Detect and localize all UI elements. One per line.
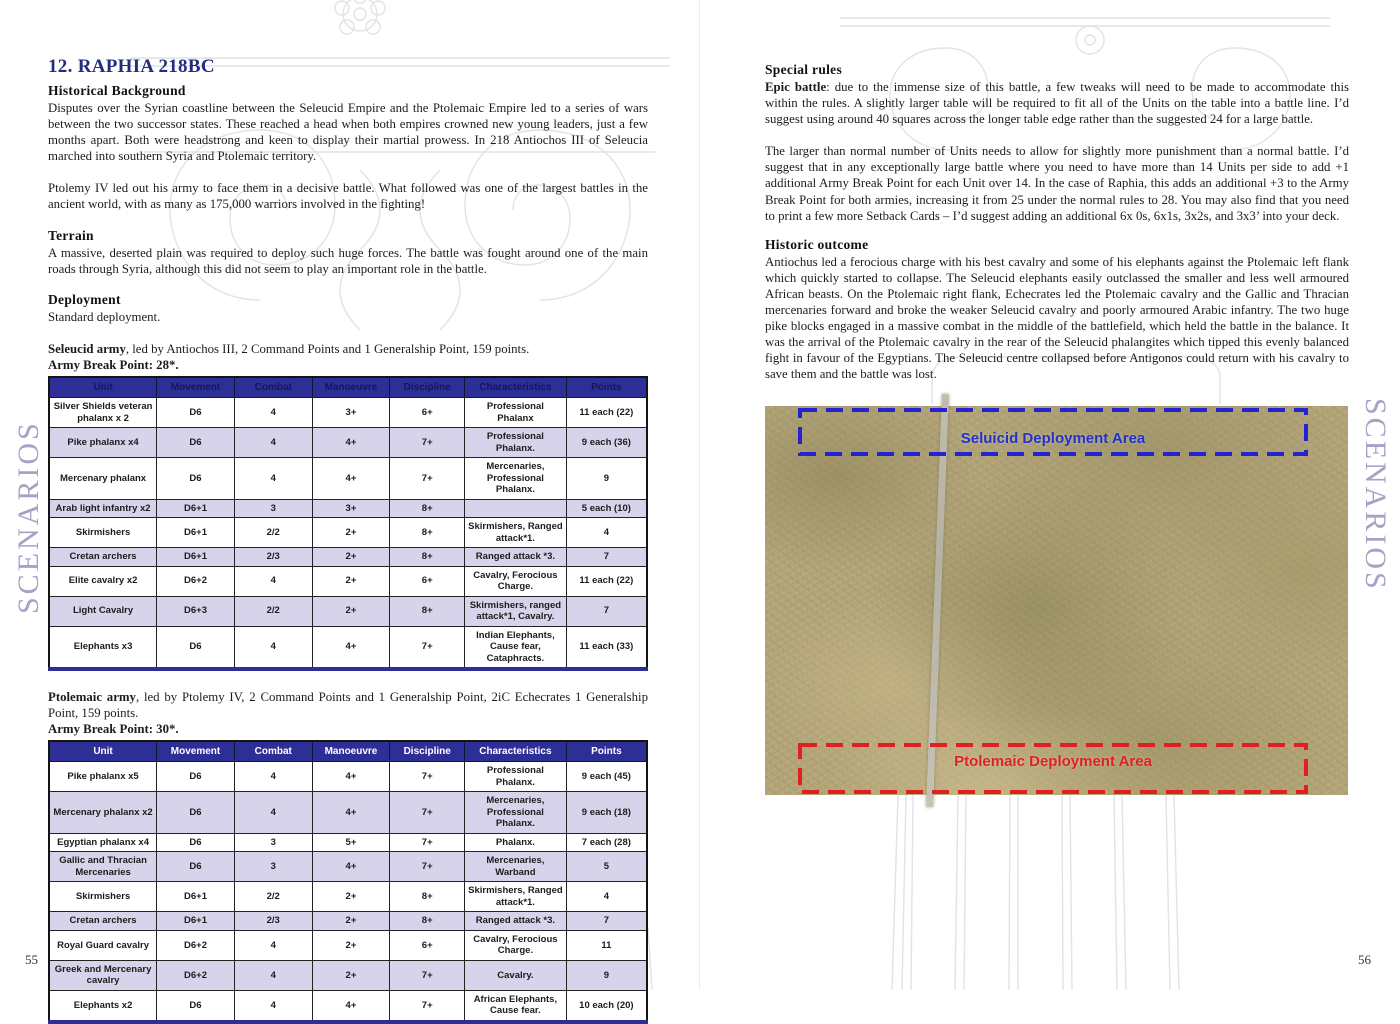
- table-row: [49, 852, 647, 882]
- terrain-paragraph: A massive, deserted plain was required to deploy such huge forces. The battle was fought around one of the main roads through Syria, although this did not seem to play an important role in the battle.: [48, 245, 648, 276]
- page-number-left: 55: [25, 952, 38, 967]
- table-cell: D6: [157, 458, 235, 500]
- table-cell: 4: [234, 930, 312, 960]
- table-column-header: Characteristics: [465, 377, 567, 398]
- table-cell: 2+: [312, 930, 390, 960]
- table-cell: D6: [157, 852, 235, 882]
- table-cell: D6+1: [157, 548, 235, 567]
- table-cell: 4+: [312, 428, 390, 458]
- table-cell: Skirmishers: [49, 518, 157, 548]
- table-cell: Egyptian phalanx x4: [49, 833, 157, 852]
- table-cell: 7: [566, 912, 647, 931]
- seleucid-army-name: Seleucid army: [48, 341, 126, 356]
- table-cell: 7 each (28): [566, 833, 647, 852]
- table-cell: D6+2: [157, 960, 235, 990]
- ptolemaic-army-intro: [48, 689, 648, 721]
- table-cell: 7: [566, 548, 647, 567]
- table-row: [49, 626, 647, 669]
- table-cell: D6: [157, 762, 235, 792]
- table-column-header: Points: [566, 741, 647, 762]
- table-cell: 5: [566, 852, 647, 882]
- table-cell: Mercenaries, Warband: [465, 852, 567, 882]
- epic-battle-text: : due to the immense size of this battle, a few tweaks will need to be made to accommodate this within the rules. A slightly larger table will be required to fit all of the Units on the table into a battle line. I’d suggest using around 40 squares across the longer table edge rather than the suggested 24 for a large battle.: [765, 80, 1349, 127]
- ptolemaic-table-header: [49, 741, 647, 762]
- table-column-header: Movement: [157, 741, 235, 762]
- table-row: [49, 882, 647, 912]
- deployment-zones-overlay: [765, 406, 1348, 795]
- table-cell: 2+: [312, 960, 390, 990]
- table-cell: Ranged attack *3.: [465, 912, 567, 931]
- table-cell: 7+: [390, 762, 465, 792]
- seleucid-table-header: [49, 377, 647, 398]
- table-cell: D6+1: [157, 499, 235, 518]
- table-row: [49, 833, 647, 852]
- table-cell: 4+: [312, 852, 390, 882]
- seleucid-army-break-point: Army Break Point: 28*.: [48, 357, 179, 372]
- table-cell: D6: [157, 833, 235, 852]
- table-cell: D6: [157, 398, 235, 428]
- table-cell: 2+: [312, 566, 390, 596]
- table-cell: Skirmishers, Ranged attack*1.: [465, 518, 567, 548]
- table-column-header: Characteristics: [465, 741, 567, 762]
- table-cell: 7+: [390, 852, 465, 882]
- seleucid-army-intro: [48, 341, 648, 357]
- table-cell: 4+: [312, 626, 390, 669]
- table-cell: 4: [234, 960, 312, 990]
- ptolemaic-unit-table: [48, 740, 648, 1024]
- table-cell: 3+: [312, 398, 390, 428]
- deployment-paragraph: Standard deployment.: [48, 309, 161, 324]
- table-cell: 2/3: [234, 548, 312, 567]
- table-column-header: Movement: [157, 377, 235, 398]
- page-number-right: 56: [1358, 952, 1371, 967]
- table-cell: Skirmishers: [49, 882, 157, 912]
- table-row: [49, 990, 647, 1022]
- table-cell: 4+: [312, 990, 390, 1022]
- table-cell: D6: [157, 626, 235, 669]
- table-column-header: Points: [566, 377, 647, 398]
- table-cell: D6+1: [157, 518, 235, 548]
- table-row: [49, 960, 647, 990]
- historic-outcome-paragraph: Antiochus led a ferocious charge with his best cavalry and some of his elephants against the Ptolemaic left flank which quickly started to collapse. The Seleucid elephants easily outclassed the smaller and less well armoured African beasts. On the Ptolemaic right flank, Echecrates led the Ptolemaic cavalry and the Gallic and Thracian mercenaries forward and broke the weaker Seleucid cavalry and poorly armoured Arabic infantry. The two huge pike blocks engaged in a massive combat in the middle of the battlefield, which held the battle in the balance. It was the arrival of the Ptolemaic cavalry in the rear of the Seleucid phalangites which tipped this evenly balanced fight in favour of the Egyptians. The Seleucid centre collapsed before Antigonos could return with his cavalry to save them and the battle was lost.: [765, 254, 1349, 382]
- table-cell: Pike phalanx x5: [49, 762, 157, 792]
- table-cell: D6: [157, 990, 235, 1022]
- table-cell: 4: [566, 518, 647, 548]
- table-cell: Cretan archers: [49, 548, 157, 567]
- table-cell: 8+: [390, 912, 465, 931]
- heading-deployment: Deployment: [48, 291, 121, 307]
- table-cell: D6: [157, 428, 235, 458]
- table-cell: 9: [566, 458, 647, 500]
- table-row: [49, 548, 647, 567]
- seleucid-army-details: , led by Antiochos III, 2 Command Points and 1 Generalship Point, 159 points.: [125, 341, 530, 356]
- table-cell: 4: [234, 428, 312, 458]
- table-cell: Skirmishers, ranged attack*1, Cavalry.: [465, 596, 567, 626]
- table-cell: 9 each (18): [566, 792, 647, 834]
- heading-historical-background: Historical Background: [48, 83, 186, 98]
- table-cell: Elephants x3: [49, 626, 157, 669]
- table-cell: 8+: [390, 882, 465, 912]
- seleucid-unit-table: [48, 376, 648, 671]
- table-cell: 4: [566, 882, 647, 912]
- table-cell: 4: [234, 626, 312, 669]
- table-cell: 3: [234, 852, 312, 882]
- table-cell: 2/3: [234, 912, 312, 931]
- table-cell: 4: [234, 398, 312, 428]
- table-cell: Indian Elephants, Cause fear, Cataphracts.: [465, 626, 567, 669]
- scenarios-sidebar-right: SCENARIOS: [1359, 398, 1392, 592]
- table-cell: Elephants x2: [49, 990, 157, 1022]
- table-cell: 8+: [390, 548, 465, 567]
- table-cell: Silver Shields veteran phalanx x 2: [49, 398, 157, 428]
- table-cell: Phalanx.: [465, 833, 567, 852]
- table-cell: Light Cavalry: [49, 596, 157, 626]
- table-cell: 8+: [390, 596, 465, 626]
- table-column-header: Manoeuvre: [312, 377, 390, 398]
- table-column-header: Combat: [234, 377, 312, 398]
- table-cell: 2+: [312, 548, 390, 567]
- table-row: [49, 398, 647, 428]
- epic-battle-paragraph: [765, 79, 1349, 127]
- historical-background-paragraph-1: Disputes over the Syrian coastline between the Seleucid Empire and the Ptolemaic Empire led to a series of wars between the two successor states. These reached a head when both empires crowned new young leaders, just a few months apart. Both were headstrong and keen to display their martial prowess. In 218 Antiochos III of Seleucia marched into southern Syria and Ptolemaic territory.: [48, 101, 648, 164]
- table-cell: 2/2: [234, 518, 312, 548]
- table-cell: D6+1: [157, 912, 235, 931]
- table-row: [49, 596, 647, 626]
- table-cell: 7+: [390, 428, 465, 458]
- table-cell: 6+: [390, 930, 465, 960]
- table-cell: Cavalry.: [465, 960, 567, 990]
- table-cell: Greek and Mercenary cavalry: [49, 960, 157, 990]
- table-cell: Mercenary phalanx x2: [49, 792, 157, 834]
- table-cell: Mercenary phalanx: [49, 458, 157, 500]
- table-row: [49, 518, 647, 548]
- table-column-header: Manoeuvre: [312, 741, 390, 762]
- table-cell: D6: [157, 792, 235, 834]
- table-cell: 2+: [312, 518, 390, 548]
- table-cell: D6+1: [157, 882, 235, 912]
- table-cell: 6+: [390, 398, 465, 428]
- table-cell: 4: [234, 792, 312, 834]
- table-column-header: Discipline: [390, 377, 465, 398]
- table-cell: 4: [234, 762, 312, 792]
- table-cell: [465, 499, 567, 518]
- ptolemaic-army-name: Ptolemaic army: [48, 690, 136, 705]
- table-cell: D6+2: [157, 566, 235, 596]
- table-cell: 8+: [390, 518, 465, 548]
- table-row: [49, 499, 647, 518]
- table-cell: 11 each (22): [566, 398, 647, 428]
- table-cell: Pike phalanx x4: [49, 428, 157, 458]
- table-cell: 11 each (22): [566, 566, 647, 596]
- table-cell: 9 each (36): [566, 428, 647, 458]
- table-column-header: Discipline: [390, 741, 465, 762]
- heading-historic-outcome: Historic outcome: [765, 236, 869, 252]
- table-cell: 4+: [312, 762, 390, 792]
- table-cell: Gallic and Thracian Mercenaries: [49, 852, 157, 882]
- table-cell: 2/2: [234, 596, 312, 626]
- table-cell: 7+: [390, 990, 465, 1022]
- heading-special-rules: Special rules: [765, 62, 843, 77]
- right-page-column: [765, 62, 1349, 383]
- table-row: [49, 428, 647, 458]
- table-cell: 3: [234, 499, 312, 518]
- table-row: [49, 566, 647, 596]
- table-row: [49, 912, 647, 931]
- table-cell: 5+: [312, 833, 390, 852]
- scenarios-sidebar-left: SCENARIOS: [12, 420, 45, 614]
- table-cell: 2+: [312, 912, 390, 931]
- table-cell: 7+: [390, 960, 465, 990]
- table-cell: 5 each (10): [566, 499, 647, 518]
- table-cell: 9 each (45): [566, 762, 647, 792]
- table-cell: 7+: [390, 458, 465, 500]
- table-cell: 11: [566, 930, 647, 960]
- table-row: [49, 792, 647, 834]
- ptolemaic-army-break-point: Army Break Point: 30*.: [48, 722, 179, 737]
- table-cell: 7+: [390, 626, 465, 669]
- table-cell: 11 each (33): [566, 626, 647, 669]
- column-flutes-right: [880, 795, 1210, 990]
- table-row: [49, 930, 647, 960]
- table-cell: Cavalry, Ferocious Charge.: [465, 930, 567, 960]
- battle-map: [765, 406, 1348, 795]
- scenario-title: 12. RAPHIA 218BC: [48, 56, 215, 77]
- table-cell: 7+: [390, 792, 465, 834]
- table-cell: 4: [234, 566, 312, 596]
- ptolemaic-army-details: , led by Ptolemy IV, 2 Command Points and 1 Generalship Point, 2iC Echecrates 1 Generalship Point, 159 points.: [48, 690, 649, 721]
- table-cell: 4+: [312, 458, 390, 500]
- table-cell: 7+: [390, 833, 465, 852]
- table-cell: Mercenaries, Professional Phalanx.: [465, 792, 567, 834]
- page-gutter: [699, 0, 700, 990]
- ptolemaic-deployment-label: Ptolemaic Deployment Area: [954, 753, 1152, 770]
- table-cell: Professional Phalanx.: [465, 762, 567, 792]
- heading-terrain: Terrain: [48, 227, 94, 243]
- table-cell: Elite cavalry x2: [49, 566, 157, 596]
- table-cell: 2/2: [234, 882, 312, 912]
- special-rules-paragraph-2: The larger than normal number of Units needs to allow for slightly more punishment than a normal battle. I’d suggest that in any exceptionally large battle where you need to have more than 14 Units per side to add +1 additional Army Break Point for each Unit over 14. In the case of Raphia, this adds an additional +3 to the Army Break Point for both armies, increasing it from 25 under the normal rules to 28. You may also find that you need to print a few more Setback Cards – I’d suggest adding an additional 6x 0s, 6x1s, 3x2s, and 3x3’ into your deck.: [765, 144, 1349, 223]
- table-cell: 4: [234, 990, 312, 1022]
- table-cell: 10 each (20): [566, 990, 647, 1022]
- table-cell: 9: [566, 960, 647, 990]
- epic-battle-lead: Epic battle: [765, 80, 827, 94]
- table-cell: 2+: [312, 882, 390, 912]
- table-column-header: Combat: [234, 741, 312, 762]
- table-column-header: Unit: [49, 377, 157, 398]
- table-row: [49, 762, 647, 792]
- table-cell: D6+3: [157, 596, 235, 626]
- table-cell: Professional Phalanx: [465, 398, 567, 428]
- table-cell: Ranged attack *3.: [465, 548, 567, 567]
- table-cell: Cavalry, Ferocious Charge.: [465, 566, 567, 596]
- table-cell: D6+2: [157, 930, 235, 960]
- table-cell: Skirmishers, Ranged attack*1.: [465, 882, 567, 912]
- left-page-column: [48, 56, 648, 1024]
- table-cell: Royal Guard cavalry: [49, 930, 157, 960]
- table-row: [49, 458, 647, 500]
- historical-background-paragraph-2: Ptolemy IV led out his army to face them in a decisive battle. What followed was one of the largest battles in the ancient world, with as many as 175,000 warriors involved in the fighting!: [48, 181, 648, 212]
- table-cell: 6+: [390, 566, 465, 596]
- table-cell: 3+: [312, 499, 390, 518]
- table-cell: 8+: [390, 499, 465, 518]
- table-cell: 4+: [312, 792, 390, 834]
- table-cell: 7: [566, 596, 647, 626]
- table-cell: Mercenaries, Professional Phalanx.: [465, 458, 567, 500]
- table-column-header: Unit: [49, 741, 157, 762]
- seleucid-deployment-label: Seluicid Deployment Area: [960, 430, 1146, 447]
- table-cell: 2+: [312, 596, 390, 626]
- table-cell: 4: [234, 458, 312, 500]
- table-cell: African Elephants, Cause fear.: [465, 990, 567, 1022]
- table-cell: Professional Phalanx.: [465, 428, 567, 458]
- table-cell: Arab light infantry x2: [49, 499, 157, 518]
- table-cell: Cretan archers: [49, 912, 157, 931]
- table-cell: 3: [234, 833, 312, 852]
